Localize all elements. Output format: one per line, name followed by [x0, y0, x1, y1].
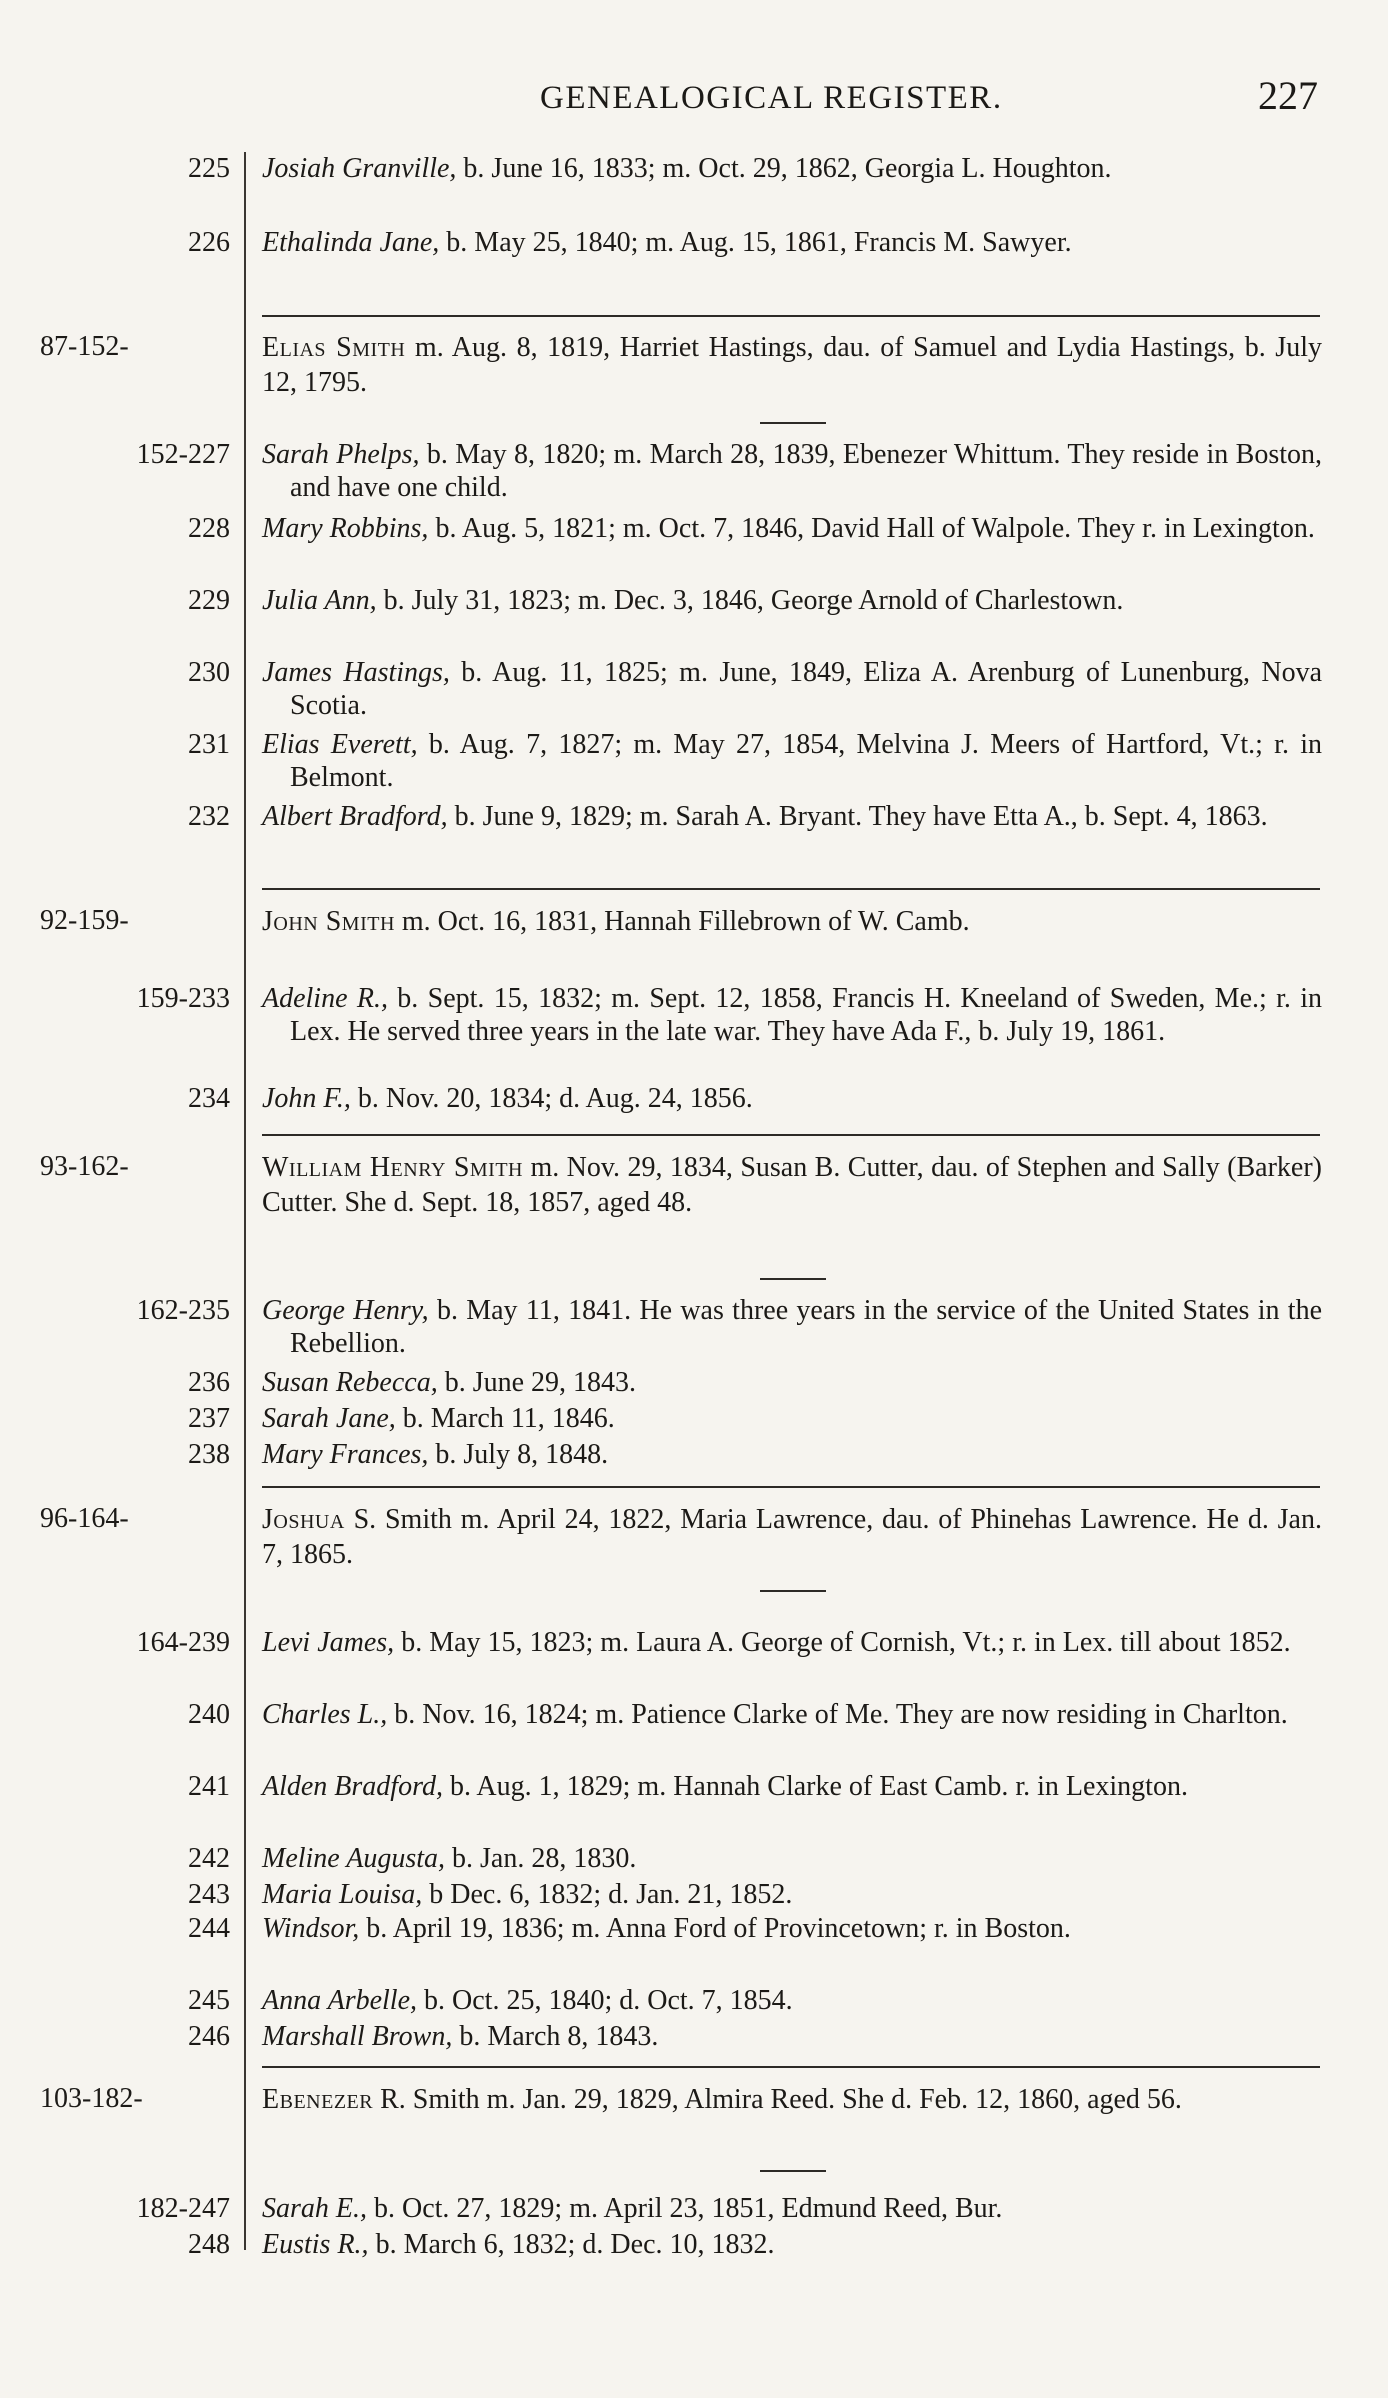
entry-details: b. June 16, 1833; m. Oct. 29, 1862, Georgia L. Houghton.	[456, 153, 1112, 184]
child-name: Eustis R.,	[262, 2229, 369, 2260]
parent-entry-text	[262, 2082, 1322, 2117]
child-name: Elias Everett,	[262, 729, 418, 760]
parent-name: John Smith	[262, 906, 395, 937]
entry-details: b. Aug. 1, 1829; m. Hannah Clarke of East Camb. r. in Lexington.	[442, 1771, 1188, 1802]
child-name: Anna Arbelle,	[262, 1985, 418, 2016]
parent-number: 87-152-	[40, 331, 129, 362]
children-divider	[760, 422, 826, 424]
entry-details: b. April 19, 1836; m. Anna Ford of Provincetown; r. in Boston.	[359, 1913, 1071, 1944]
entry-number: 164-239	[136, 1627, 230, 1658]
entry-details: b. Oct. 27, 1829; m. April 23, 1851, Edmund Reed, Bur.	[367, 2193, 1003, 2224]
entry-number: 230	[188, 657, 230, 688]
entry-text	[262, 1402, 1322, 1435]
entry-text	[262, 1912, 1322, 1945]
entry-number: 162-235	[136, 1295, 230, 1326]
child-name: Sarah E.,	[262, 2193, 367, 2224]
entry-details: b. July 31, 1823; m. Dec. 3, 1846, George Arnold of Charlestown.	[376, 585, 1124, 616]
entry-details: b. June 9, 1829; m. Sarah A. Bryant. They have Etta A., b. Sept. 4, 1863.	[447, 801, 1268, 832]
running-head-title: GENEALOGICAL REGISTER.	[540, 80, 1003, 116]
entry-number: 236	[188, 1367, 230, 1398]
parent-name: Joshua	[262, 1504, 345, 1535]
entry-number: 241	[188, 1771, 230, 1802]
entry-text	[262, 2228, 1322, 2261]
entry-details: b. Oct. 25, 1840; d. Oct. 7, 1854.	[417, 1985, 793, 2016]
entry-number: 231	[188, 729, 230, 760]
entry-number: 182-247	[136, 2193, 230, 2224]
entry-text	[262, 1082, 1322, 1115]
number-column-rule	[244, 152, 246, 2250]
entry-details: m. Oct. 16, 1831, Hannah Fillebrown of W. Camb.	[394, 906, 970, 937]
entry-number: 228	[188, 513, 230, 544]
child-name: James Hastings,	[262, 657, 450, 688]
entry-number: 226	[188, 227, 230, 258]
entry-details: b. Aug. 11, 1825; m. June, 1849, Eliza A. Arenburg of Lunenburg, Nova Scotia.	[290, 657, 1323, 721]
section-divider	[262, 1486, 1320, 1488]
entry-details: b. May 25, 1840; m. Aug. 15, 1861, Francis M. Sawyer.	[439, 227, 1072, 258]
entry-text	[262, 226, 1322, 259]
parent-number: 92-159-	[40, 905, 129, 936]
entry-text	[262, 1878, 1322, 1911]
entry-details: b. March 8, 1843.	[452, 2021, 659, 2052]
child-name: Levi James,	[262, 1627, 395, 1658]
child-name: Josiah Granville,	[262, 153, 457, 184]
child-name: Sarah Phelps,	[262, 439, 420, 470]
entry-details: b. June 29, 1843.	[437, 1367, 637, 1398]
section-divider	[262, 2066, 1320, 2068]
child-name: Maria Louisa,	[262, 1879, 423, 1910]
entry-details: b. Nov. 20, 1834; d. Aug. 24, 1856.	[350, 1083, 753, 1114]
entry-text	[262, 584, 1322, 617]
parent-name: Ebenezer	[262, 2084, 374, 2115]
entry-text	[262, 1842, 1322, 1875]
entry-details: b. May 8, 1820; m. March 28, 1839, Ebenezer Whittum. They reside in Boston, and have one child.	[290, 439, 1323, 503]
children-divider	[760, 1278, 826, 1280]
entry-number: 232	[188, 801, 230, 832]
entry-number: 246	[188, 2021, 230, 2052]
parent-number: 103-182-	[40, 2083, 143, 2114]
entry-details: b Dec. 6, 1832; d. Jan. 21, 1852.	[422, 1879, 793, 1910]
entry-details: b. May 11, 1841. He was three years in the service of the United States in the Rebellion.	[290, 1295, 1322, 1359]
parent-name: William Henry Smith	[262, 1152, 524, 1183]
entry-details: b. Aug. 5, 1821; m. Oct. 7, 1846, David Hall of Walpole. They r. in Lexington.	[428, 513, 1315, 544]
entry-number: 248	[188, 2229, 230, 2260]
entry-text	[262, 728, 1322, 794]
child-name: Ethalinda Jane,	[262, 227, 440, 258]
child-name: Sarah Jane,	[262, 1403, 396, 1434]
entry-text	[262, 512, 1322, 545]
entry-details: b. May 15, 1823; m. Laura A. George of Cornish, Vt.; r. in Lex. till about 1852.	[394, 1627, 1291, 1658]
entry-text	[262, 656, 1322, 722]
entry-text	[262, 2192, 1322, 2225]
entry-number: 229	[188, 585, 230, 616]
entry-text	[262, 1626, 1322, 1659]
entry-text	[262, 1698, 1322, 1731]
child-name: Charles L.,	[262, 1699, 388, 1730]
entry-details: R. Smith m. Jan. 29, 1829, Almira Reed. She d. Feb. 12, 1860, aged 56.	[373, 2084, 1182, 2115]
entry-text	[262, 1770, 1322, 1803]
entry-text	[262, 1438, 1322, 1471]
entry-number: 225	[188, 153, 230, 184]
entry-text	[262, 982, 1322, 1048]
running-head	[540, 70, 1318, 120]
entry-text	[262, 2020, 1322, 2053]
child-name: Julia Ann,	[262, 585, 377, 616]
entry-number: 237	[188, 1403, 230, 1434]
page-number: 227	[1258, 73, 1318, 118]
parent-number: 93-162-	[40, 1151, 129, 1182]
entry-number: 240	[188, 1699, 230, 1730]
entry-number: 245	[188, 1985, 230, 2016]
entry-number: 234	[188, 1083, 230, 1114]
child-name: John F.,	[262, 1083, 351, 1114]
parent-number: 96-164-	[40, 1503, 129, 1534]
entry-number: 238	[188, 1439, 230, 1470]
parent-entry-text	[262, 330, 1322, 400]
entry-number: 152-227	[136, 439, 230, 470]
entry-number: 159-233	[136, 983, 230, 1014]
entry-number: 242	[188, 1843, 230, 1874]
entry-number: 243	[188, 1879, 230, 1910]
entry-details: b. Sept. 15, 1832; m. Sept. 12, 1858, Francis H. Kneeland of Sweden, Me.; r. in Lex. He served three years in the late war. They have Ada F., b. July 19, 1861.	[290, 983, 1323, 1047]
child-name: Mary Frances,	[262, 1439, 429, 1470]
child-name: Albert Bradford,	[262, 801, 448, 832]
parent-entry-text	[262, 904, 1322, 939]
parent-entry-text	[262, 1150, 1322, 1220]
entry-details: b. July 8, 1848.	[428, 1439, 609, 1470]
entry-details: b. March 6, 1832; d. Dec. 10, 1832.	[368, 2229, 775, 2260]
child-name: George Henry,	[262, 1295, 429, 1326]
child-name: Marshall Brown,	[262, 2021, 453, 2052]
entry-details: S. Smith m. April 24, 1822, Maria Lawrence, dau. of Phinehas Lawrence. He d. Jan. 7, 1865.	[262, 1504, 1322, 1570]
child-name: Mary Robbins,	[262, 513, 429, 544]
child-name: Alden Bradford,	[262, 1771, 443, 1802]
entry-details: b. Aug. 7, 1827; m. May 27, 1854, Melvina J. Meers of Hartford, Vt.; r. in Belmont.	[290, 729, 1322, 793]
child-name: Adeline R.,	[262, 983, 388, 1014]
child-name: Meline Augusta,	[262, 1843, 446, 1874]
section-divider	[262, 888, 1320, 890]
parent-entry-text	[262, 1502, 1322, 1572]
entry-details: b. Nov. 16, 1824; m. Patience Clarke of Me. They are now residing in Charlton.	[387, 1699, 1288, 1730]
child-name: Susan Rebecca,	[262, 1367, 438, 1398]
children-divider	[760, 1590, 826, 1592]
entry-text	[262, 1984, 1322, 2017]
entry-text	[262, 1294, 1322, 1360]
section-divider	[262, 1134, 1320, 1136]
entry-text	[262, 152, 1322, 185]
entry-text	[262, 800, 1322, 833]
entry-text	[262, 438, 1322, 504]
section-divider	[262, 315, 1320, 317]
child-name: Windsor,	[262, 1913, 360, 1944]
children-divider	[760, 2170, 826, 2172]
entry-number: 244	[188, 1913, 230, 1944]
entry-details: m. Aug. 8, 1819, Harriet Hastings, dau. of Samuel and Lydia Hastings, b. July 12, 1795.	[262, 332, 1322, 398]
entry-details: m. Nov. 29, 1834, Susan B. Cutter, dau. of Stephen and Sally (Barker) Cutter. She d. Sept. 18, 1857, aged 48.	[262, 1152, 1322, 1218]
entry-details: b. March 11, 1846.	[395, 1403, 615, 1434]
entry-details: b. Jan. 28, 1830.	[445, 1843, 637, 1874]
entry-text	[262, 1366, 1322, 1399]
parent-name: Elias Smith	[262, 332, 406, 363]
